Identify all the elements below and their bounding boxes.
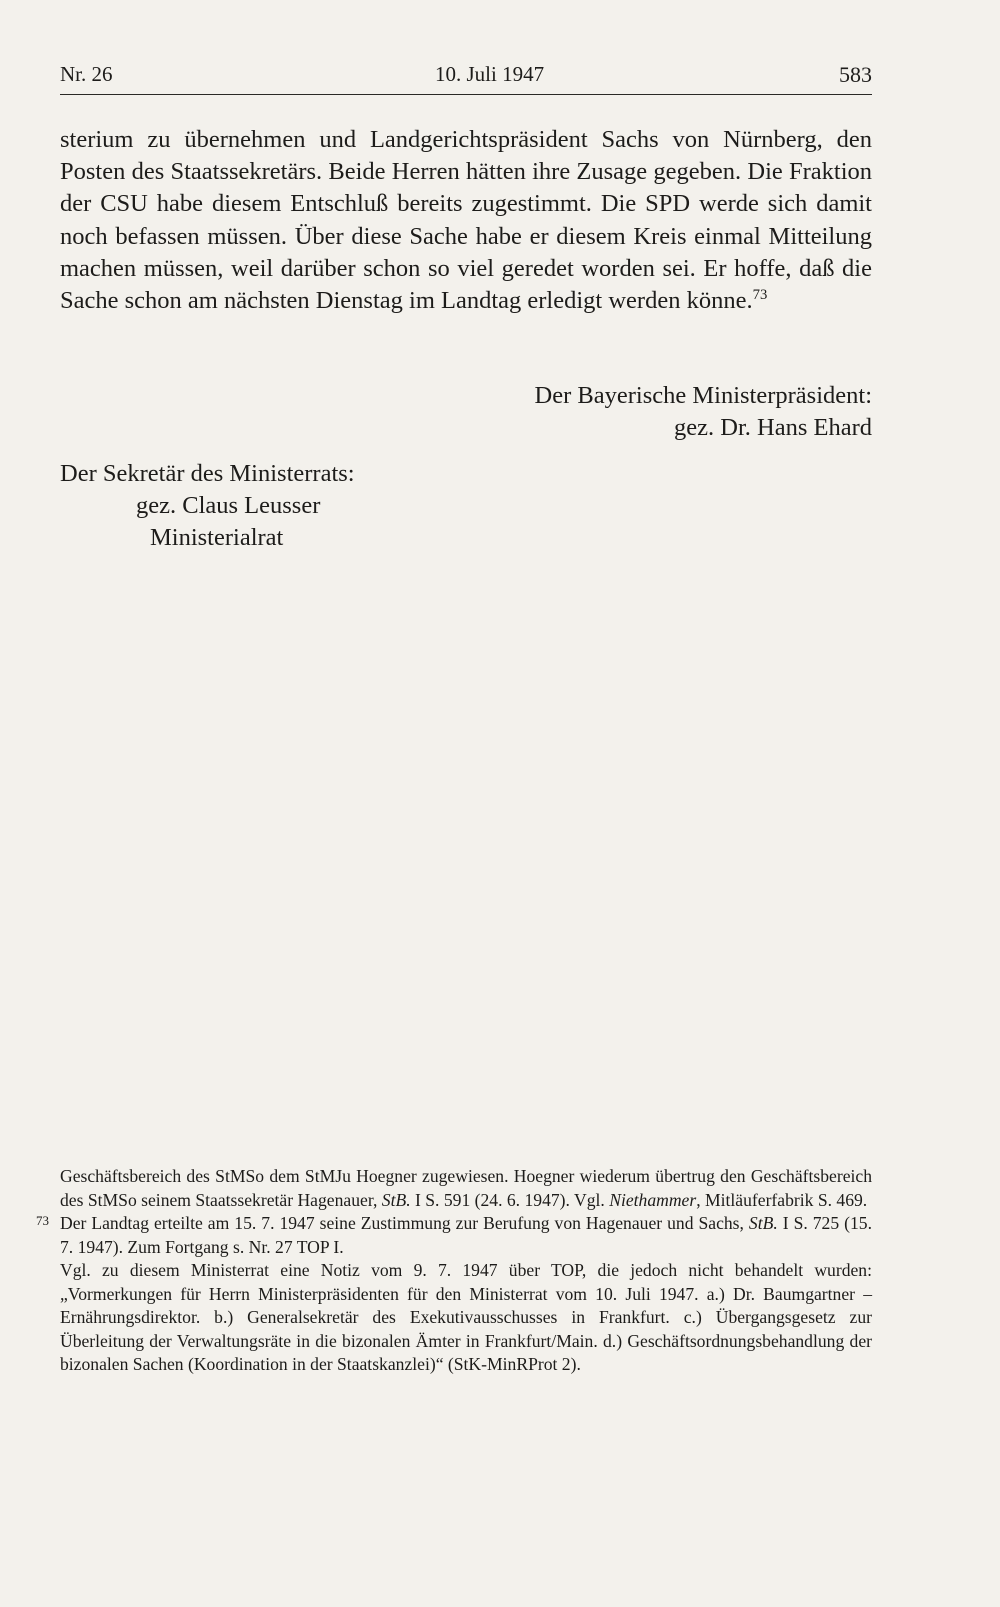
footnote-continued: Geschäftsbereich des StMSo dem StMJu Hoegner zugewiesen. Hoegner wiederum übertrug den Geschäftsbereich des StMSo seinem Staatssekretär Hagenauer, StB. I S. 591 (24. 6. 1947). Vgl. Niethammer, Mitläuferfabrik S. 469. [60,1166,872,1210]
page-header [60,58,872,95]
footnote-mark: 73 [36,1213,49,1228]
session-date: 10. Juli 1947 [435,62,545,86]
signature-ministerpraesident [480,380,872,444]
footnote-73: 73 Der Landtag erteilte am 15. 7. 1947 seine Zustimmung zur Berufung von Hagenauer und Sachs, StB. I S. 725 (15. 7. 1947). Zum Fortgang s. Nr. 27 TOP I. [60,1212,872,1259]
page-number: 583 [839,62,872,87]
signature-title: Der Sekretär des Ministerrats: [60,460,355,487]
footnotes [36,1165,872,1377]
signature-secretary [60,458,420,554]
issue-number: Nr. 26 [60,62,113,86]
author-name: Niethammer [609,1189,697,1210]
signature-name: gez. Claus Leusser [136,492,321,519]
footnote-ref-73[interactable]: 73 [752,287,768,304]
body-text [60,124,872,317]
signature-title: Der Bayerische Ministerpräsident: [534,382,872,409]
body-paragraph-text: sterium zu übernehmen und Landgerichtspräsident Sachs von Nürnberg, den Posten des Staatssekretärs. Beide Herren hätten ihre Zusage gegeben. Die Fraktion der CSU habe diesem Entschluß bereits zugestimmt. Die SPD werde sich damit noch befassen müssen. Über diese Sache habe er diesem Kreis einmal Mitteilung machen müssen, weil darüber schon so viel geredet worden sei. Er hoffe, daß die Sache schon am nächsten Dienstag im Landtag erledigt werden könne. [60,126,872,315]
signature-rank: Ministerialrat [150,524,284,551]
body-paragraph [60,124,872,317]
show-through-texture [40,330,880,1100]
signature-name: gez. Dr. Hans Ehard [674,414,872,441]
footnote-73-note: Vgl. zu diesem Ministerrat eine Notiz vom 9. 7. 1947 über TOP, die jedoch nicht behandelt wurden: „Vormerkungen für Herrn Ministerpräsidenten für den Ministerrat vom 10. Juli 1947. a.) Dr. Baumgartner – Ernährungsdirektor. b.) Generalsekretär des Exekutivausschusses in Frankfurt. c.) Übergangsgesetz zur Überleitung der Verwaltungsräte in die bizonalen Ämter in Frankfurt/Main. d.) Geschäftsordnungsbehandlung der bizonalen Sachen (Koordination in der Staatskanzlei)“ (StK-MinRProt 2). [60,1260,872,1374]
